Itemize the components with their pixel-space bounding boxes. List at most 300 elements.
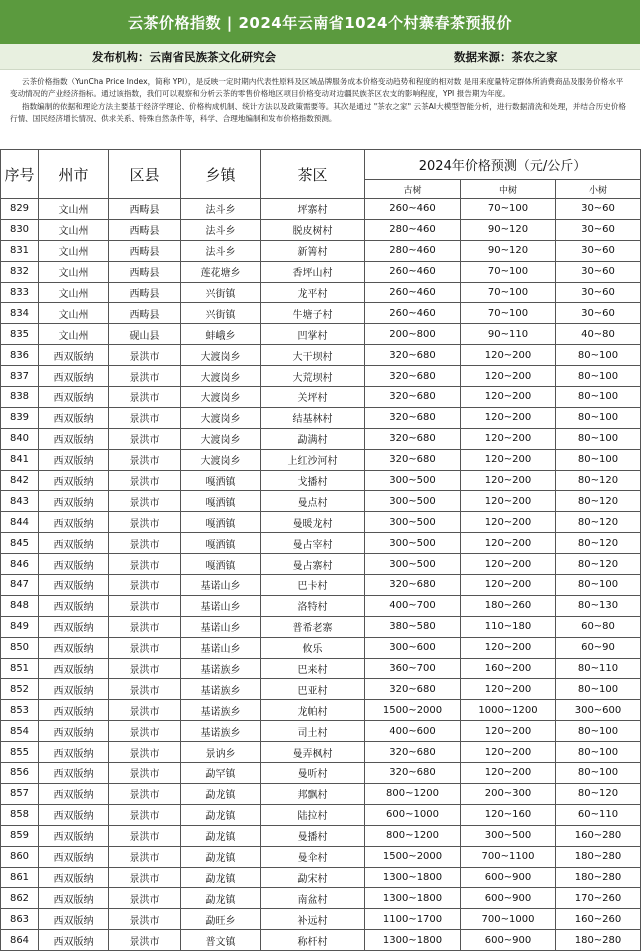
cell-small-price: 80~100: [556, 345, 641, 366]
cell-small-price: 160~280: [556, 825, 641, 846]
table-row: [1, 658, 641, 679]
header-county: 区县: [109, 150, 181, 199]
cell-area: 邦飘村: [261, 783, 365, 804]
cell-no: 858: [1, 804, 39, 825]
cell-middle-price: 120~160: [461, 804, 556, 825]
description-block: [0, 70, 640, 149]
cell-no: 851: [1, 658, 39, 679]
cell-ancient-price: 320~680: [365, 387, 461, 408]
table-row: [1, 763, 641, 784]
cell-county: 西畴县: [109, 282, 181, 303]
cell-ancient-price: 300~500: [365, 512, 461, 533]
cell-middle-price: 70~100: [461, 261, 556, 282]
cell-prefecture: 西双版纳: [39, 867, 109, 888]
cell-area: 曼点村: [261, 491, 365, 512]
table-row: [1, 428, 641, 449]
cell-area: 勐满村: [261, 428, 365, 449]
cell-ancient-price: 1300~1800: [365, 867, 461, 888]
cell-prefecture: 文山州: [39, 282, 109, 303]
cell-middle-price: 180~260: [461, 595, 556, 616]
cell-small-price: 80~100: [556, 742, 641, 763]
cell-town: 法斗乡: [181, 199, 261, 220]
table-row: [1, 783, 641, 804]
cell-middle-price: 110~180: [461, 616, 556, 637]
cell-prefecture: 西双版纳: [39, 428, 109, 449]
cell-town: 法斗乡: [181, 240, 261, 261]
cell-ancient-price: 800~1200: [365, 783, 461, 804]
cell-town: 基诺族乡: [181, 679, 261, 700]
cell-small-price: 80~100: [556, 575, 641, 596]
cell-county: 景洪市: [109, 888, 181, 909]
cell-small-price: 80~100: [556, 428, 641, 449]
cell-area: 曼占宰村: [261, 533, 365, 554]
cell-area: 普希老寨: [261, 616, 365, 637]
cell-no: 863: [1, 909, 39, 930]
cell-small-price: 60~80: [556, 616, 641, 637]
cell-small-price: 80~120: [556, 783, 641, 804]
cell-town: 基诺山乡: [181, 637, 261, 658]
cell-county: 景洪市: [109, 846, 181, 867]
cell-county: 景洪市: [109, 554, 181, 575]
cell-no: 856: [1, 763, 39, 784]
cell-area: 巴亚村: [261, 679, 365, 700]
cell-prefecture: 西双版纳: [39, 575, 109, 596]
header-town: 乡镇: [181, 150, 261, 199]
cell-middle-price: 120~200: [461, 554, 556, 575]
cell-small-price: 30~60: [556, 303, 641, 324]
cell-no: 840: [1, 428, 39, 449]
table-row: [1, 387, 641, 408]
cell-no: 841: [1, 449, 39, 470]
cell-small-price: 80~120: [556, 554, 641, 575]
cell-middle-price: 1000~1200: [461, 700, 556, 721]
table-row: [1, 804, 641, 825]
cell-ancient-price: 400~700: [365, 595, 461, 616]
cell-ancient-price: 320~680: [365, 763, 461, 784]
table-row: [1, 909, 641, 930]
table-row: [1, 616, 641, 637]
cell-area: 洛特村: [261, 595, 365, 616]
cell-area: 巴来村: [261, 658, 365, 679]
cell-prefecture: 西双版纳: [39, 366, 109, 387]
cell-area: 大荒坝村: [261, 366, 365, 387]
cell-town: 勐龙镇: [181, 825, 261, 846]
cell-area: 曼播村: [261, 825, 365, 846]
cell-town: 兴街镇: [181, 303, 261, 324]
cell-middle-price: 600~900: [461, 888, 556, 909]
cell-small-price: 300~600: [556, 700, 641, 721]
table-row: [1, 366, 641, 387]
cell-area: 曼伞村: [261, 846, 365, 867]
cell-middle-price: 160~200: [461, 658, 556, 679]
cell-small-price: 80~100: [556, 387, 641, 408]
cell-middle-price: 200~300: [461, 783, 556, 804]
cell-middle-price: 70~100: [461, 303, 556, 324]
cell-prefecture: 西双版纳: [39, 616, 109, 637]
description-paragraph-2: 指数编制的依据和理论方法主要基于经济学理论、价格构成机制、统计方法以及政策需要等。其次是通过 "茶农之家" 云茶AI大模型智能分析，进行数据清洗和处理，并结合历史价格行情、国民经济增长情况、供求关系、特殊自然条件等，科学、合理地编制和发布价格指数预测。: [10, 101, 626, 123]
cell-small-price: 80~120: [556, 491, 641, 512]
cell-middle-price: 70~100: [461, 282, 556, 303]
cell-county: 景洪市: [109, 804, 181, 825]
cell-middle-price: 120~200: [461, 470, 556, 491]
cell-prefecture: 文山州: [39, 324, 109, 345]
cell-area: 香坪山村: [261, 261, 365, 282]
cell-no: 855: [1, 742, 39, 763]
cell-no: 859: [1, 825, 39, 846]
cell-no: 843: [1, 491, 39, 512]
cell-county: 景洪市: [109, 783, 181, 804]
cell-small-price: 30~60: [556, 261, 641, 282]
header-prefecture: 州市: [39, 150, 109, 199]
cell-ancient-price: 280~460: [365, 219, 461, 240]
cell-middle-price: 70~100: [461, 199, 556, 220]
table-row: [1, 700, 641, 721]
cell-area: 龙平村: [261, 282, 365, 303]
price-table: [0, 149, 641, 951]
cell-ancient-price: 1100~1700: [365, 909, 461, 930]
cell-small-price: 180~280: [556, 930, 641, 951]
cell-county: 景洪市: [109, 763, 181, 784]
cell-no: 838: [1, 387, 39, 408]
cell-middle-price: 120~200: [461, 345, 556, 366]
cell-ancient-price: 800~1200: [365, 825, 461, 846]
cell-town: 法斗乡: [181, 219, 261, 240]
cell-small-price: 80~100: [556, 721, 641, 742]
cell-no: 852: [1, 679, 39, 700]
cell-no: 857: [1, 783, 39, 804]
cell-county: 景洪市: [109, 345, 181, 366]
table-row: [1, 261, 641, 282]
cell-town: 基诺族乡: [181, 658, 261, 679]
cell-town: 嘎洒镇: [181, 533, 261, 554]
cell-prefecture: 西双版纳: [39, 512, 109, 533]
header-no: 序号: [1, 150, 39, 199]
cell-no: 829: [1, 199, 39, 220]
cell-town: 普文镇: [181, 930, 261, 951]
cell-prefecture: 西双版纳: [39, 930, 109, 951]
table-row: [1, 324, 641, 345]
cell-area: 上红沙河村: [261, 449, 365, 470]
cell-area: 曼听村: [261, 763, 365, 784]
table-row: [1, 888, 641, 909]
cell-county: 景洪市: [109, 637, 181, 658]
cell-town: 莲花塘乡: [181, 261, 261, 282]
cell-prefecture: 西双版纳: [39, 533, 109, 554]
cell-town: 大渡岗乡: [181, 449, 261, 470]
cell-no: 842: [1, 470, 39, 491]
cell-county: 西畴县: [109, 240, 181, 261]
cell-town: 兴街镇: [181, 282, 261, 303]
publisher-label: 发布机构：云南省民族茶文化研究会: [92, 49, 276, 64]
cell-area: 补远村: [261, 909, 365, 930]
cell-prefecture: 西双版纳: [39, 554, 109, 575]
cell-town: 基诺山乡: [181, 575, 261, 596]
table-row: [1, 303, 641, 324]
cell-town: 基诺山乡: [181, 595, 261, 616]
cell-county: 景洪市: [109, 595, 181, 616]
cell-county: 景洪市: [109, 930, 181, 951]
cell-county: 景洪市: [109, 825, 181, 846]
cell-county: 景洪市: [109, 616, 181, 637]
cell-small-price: 80~100: [556, 763, 641, 784]
cell-ancient-price: 300~500: [365, 470, 461, 491]
cell-town: 勐龙镇: [181, 783, 261, 804]
cell-county: 景洪市: [109, 679, 181, 700]
cell-middle-price: 300~500: [461, 825, 556, 846]
cell-town: 基诺山乡: [181, 616, 261, 637]
cell-small-price: 60~110: [556, 804, 641, 825]
table-row: [1, 470, 641, 491]
cell-town: 嘎洒镇: [181, 470, 261, 491]
cell-no: 846: [1, 554, 39, 575]
cell-county: 景洪市: [109, 867, 181, 888]
cell-prefecture: 西双版纳: [39, 763, 109, 784]
cell-ancient-price: 1500~2000: [365, 846, 461, 867]
cell-town: 大渡岗乡: [181, 407, 261, 428]
cell-ancient-price: 320~680: [365, 428, 461, 449]
cell-middle-price: 120~200: [461, 679, 556, 700]
cell-no: 831: [1, 240, 39, 261]
cell-ancient-price: 300~500: [365, 554, 461, 575]
cell-town: 景讷乡: [181, 742, 261, 763]
cell-area: 龙帕村: [261, 700, 365, 721]
cell-no: 845: [1, 533, 39, 554]
cell-ancient-price: 320~680: [365, 366, 461, 387]
cell-ancient-price: 320~680: [365, 679, 461, 700]
table-row: [1, 930, 641, 951]
table-row: [1, 595, 641, 616]
cell-prefecture: 西双版纳: [39, 491, 109, 512]
cell-town: 基诺族乡: [181, 700, 261, 721]
cell-ancient-price: 1500~2000: [365, 700, 461, 721]
cell-county: 景洪市: [109, 387, 181, 408]
cell-no: 860: [1, 846, 39, 867]
cell-town: 大渡岗乡: [181, 387, 261, 408]
cell-town: 大渡岗乡: [181, 366, 261, 387]
cell-area: 曼弄枫村: [261, 742, 365, 763]
cell-town: 大渡岗乡: [181, 428, 261, 449]
header-forecast: 2024年价格预测（元/公斤）: [365, 150, 641, 180]
cell-middle-price: 120~200: [461, 449, 556, 470]
cell-county: 景洪市: [109, 366, 181, 387]
cell-no: 830: [1, 219, 39, 240]
cell-ancient-price: 1300~1800: [365, 888, 461, 909]
table-row: [1, 679, 641, 700]
cell-town: 勐龙镇: [181, 804, 261, 825]
cell-middle-price: 120~200: [461, 387, 556, 408]
cell-small-price: 160~260: [556, 909, 641, 930]
cell-prefecture: 西双版纳: [39, 345, 109, 366]
cell-prefecture: 西双版纳: [39, 804, 109, 825]
cell-area: 脱皮树村: [261, 219, 365, 240]
cell-no: 847: [1, 575, 39, 596]
cell-middle-price: 120~200: [461, 533, 556, 554]
description-paragraph-1: 云茶价格指数（YunCha Price Index，简称 YPI），是反映一定时期内代表性原料及区域品牌服务成本价格变动趋势和程度的相对数 是用来度量特定群体所消费商品及服务价格水平变动情况的产业经济指标。通过该指数，我们可以观察和分析云茶的零售价格地区项目价格变动对边疆民族茶区农支的影响程度，YPI 报告期为年度。: [10, 77, 624, 99]
table-row: [1, 554, 641, 575]
cell-middle-price: 120~200: [461, 575, 556, 596]
cell-no: 844: [1, 512, 39, 533]
source-label: 数据来源：茶农之家: [454, 49, 558, 64]
cell-small-price: 30~60: [556, 199, 641, 220]
cell-county: 景洪市: [109, 742, 181, 763]
cell-no: 837: [1, 366, 39, 387]
page-title: 云茶价格指数 | 2024年云南省1024个村寨春茶预报价: [0, 0, 640, 44]
cell-small-price: 180~280: [556, 867, 641, 888]
cell-ancient-price: 300~600: [365, 637, 461, 658]
cell-county: 西畴县: [109, 199, 181, 220]
cell-ancient-price: 300~500: [365, 491, 461, 512]
table-row: [1, 282, 641, 303]
cell-town: 勐旺乡: [181, 909, 261, 930]
cell-no: 835: [1, 324, 39, 345]
cell-prefecture: 西双版纳: [39, 783, 109, 804]
cell-county: 景洪市: [109, 658, 181, 679]
cell-county: 景洪市: [109, 470, 181, 491]
cell-ancient-price: 260~460: [365, 199, 461, 220]
cell-small-price: 30~60: [556, 219, 641, 240]
cell-middle-price: 120~200: [461, 512, 556, 533]
cell-area: 攸乐: [261, 637, 365, 658]
cell-prefecture: 西双版纳: [39, 595, 109, 616]
table-row: [1, 533, 641, 554]
cell-ancient-price: 280~460: [365, 240, 461, 261]
cell-small-price: 80~120: [556, 533, 641, 554]
cell-area: 牛塘子村: [261, 303, 365, 324]
cell-small-price: 60~90: [556, 637, 641, 658]
cell-area: 陆拉村: [261, 804, 365, 825]
table-row: [1, 407, 641, 428]
cell-ancient-price: 300~500: [365, 533, 461, 554]
table-row: [1, 345, 641, 366]
cell-small-price: 80~120: [556, 512, 641, 533]
cell-town: 勐龙镇: [181, 846, 261, 867]
cell-ancient-price: 400~600: [365, 721, 461, 742]
cell-small-price: 170~260: [556, 888, 641, 909]
cell-small-price: 80~100: [556, 366, 641, 387]
cell-no: 864: [1, 930, 39, 951]
cell-ancient-price: 320~680: [365, 449, 461, 470]
cell-prefecture: 西双版纳: [39, 721, 109, 742]
cell-county: 西畴县: [109, 261, 181, 282]
cell-ancient-price: 320~680: [365, 575, 461, 596]
cell-town: 勐罕镇: [181, 763, 261, 784]
cell-middle-price: 90~120: [461, 219, 556, 240]
cell-middle-price: 700~1000: [461, 909, 556, 930]
cell-area: 戈播村: [261, 470, 365, 491]
cell-area: 结基林村: [261, 407, 365, 428]
cell-ancient-price: 360~700: [365, 658, 461, 679]
header-area: 茶区: [261, 150, 365, 199]
cell-county: 景洪市: [109, 428, 181, 449]
cell-town: 嘎洒镇: [181, 554, 261, 575]
cell-county: 景洪市: [109, 512, 181, 533]
table-row: [1, 219, 641, 240]
cell-no: 833: [1, 282, 39, 303]
cell-prefecture: 文山州: [39, 199, 109, 220]
cell-middle-price: 90~120: [461, 240, 556, 261]
cell-small-price: 80~100: [556, 449, 641, 470]
cell-county: 景洪市: [109, 491, 181, 512]
table-row: [1, 637, 641, 658]
cell-county: 景洪市: [109, 533, 181, 554]
table-row: [1, 199, 641, 220]
cell-area: 坪寨村: [261, 199, 365, 220]
cell-middle-price: 120~200: [461, 407, 556, 428]
cell-small-price: 80~100: [556, 679, 641, 700]
cell-area: 曼暖龙村: [261, 512, 365, 533]
cell-no: 836: [1, 345, 39, 366]
cell-prefecture: 文山州: [39, 219, 109, 240]
cell-middle-price: 700~1100: [461, 846, 556, 867]
header-middle: 中树: [461, 180, 556, 199]
cell-area: 勐宋村: [261, 867, 365, 888]
cell-middle-price: 120~200: [461, 637, 556, 658]
cell-no: 839: [1, 407, 39, 428]
cell-prefecture: 西双版纳: [39, 407, 109, 428]
table-row: [1, 449, 641, 470]
cell-prefecture: 文山州: [39, 303, 109, 324]
cell-prefecture: 西双版纳: [39, 888, 109, 909]
cell-no: 848: [1, 595, 39, 616]
cell-ancient-price: 320~680: [365, 742, 461, 763]
cell-prefecture: 西双版纳: [39, 742, 109, 763]
cell-ancient-price: 320~680: [365, 345, 461, 366]
table-row: [1, 721, 641, 742]
cell-county: 砚山县: [109, 324, 181, 345]
cell-prefecture: 西双版纳: [39, 637, 109, 658]
cell-area: 大干坝村: [261, 345, 365, 366]
cell-area: 关坪村: [261, 387, 365, 408]
cell-area: 新箐村: [261, 240, 365, 261]
cell-county: 西畴县: [109, 219, 181, 240]
table-row: [1, 867, 641, 888]
table-row: [1, 846, 641, 867]
cell-prefecture: 西双版纳: [39, 387, 109, 408]
table-row: [1, 512, 641, 533]
cell-no: 834: [1, 303, 39, 324]
table-row: [1, 575, 641, 596]
cell-prefecture: 西双版纳: [39, 825, 109, 846]
cell-middle-price: 600~900: [461, 930, 556, 951]
cell-no: 853: [1, 700, 39, 721]
header-ancient: 古树: [365, 180, 461, 199]
cell-ancient-price: 380~580: [365, 616, 461, 637]
table-row: [1, 742, 641, 763]
cell-prefecture: 西双版纳: [39, 658, 109, 679]
cell-middle-price: 90~110: [461, 324, 556, 345]
table-row: [1, 825, 641, 846]
cell-prefecture: 西双版纳: [39, 679, 109, 700]
cell-small-price: 30~60: [556, 240, 641, 261]
cell-ancient-price: 260~460: [365, 303, 461, 324]
cell-ancient-price: 260~460: [365, 282, 461, 303]
table-header: [1, 150, 641, 199]
cell-no: 862: [1, 888, 39, 909]
cell-middle-price: 120~200: [461, 366, 556, 387]
cell-no: 854: [1, 721, 39, 742]
cell-ancient-price: 1300~1800: [365, 930, 461, 951]
cell-no: 832: [1, 261, 39, 282]
table-body: [1, 199, 641, 951]
table-row: [1, 491, 641, 512]
cell-middle-price: 120~200: [461, 742, 556, 763]
cell-town: 蚌峨乡: [181, 324, 261, 345]
cell-middle-price: 120~200: [461, 721, 556, 742]
cell-small-price: 80~100: [556, 407, 641, 428]
cell-prefecture: 文山州: [39, 261, 109, 282]
cell-no: 849: [1, 616, 39, 637]
cell-ancient-price: 200~800: [365, 324, 461, 345]
